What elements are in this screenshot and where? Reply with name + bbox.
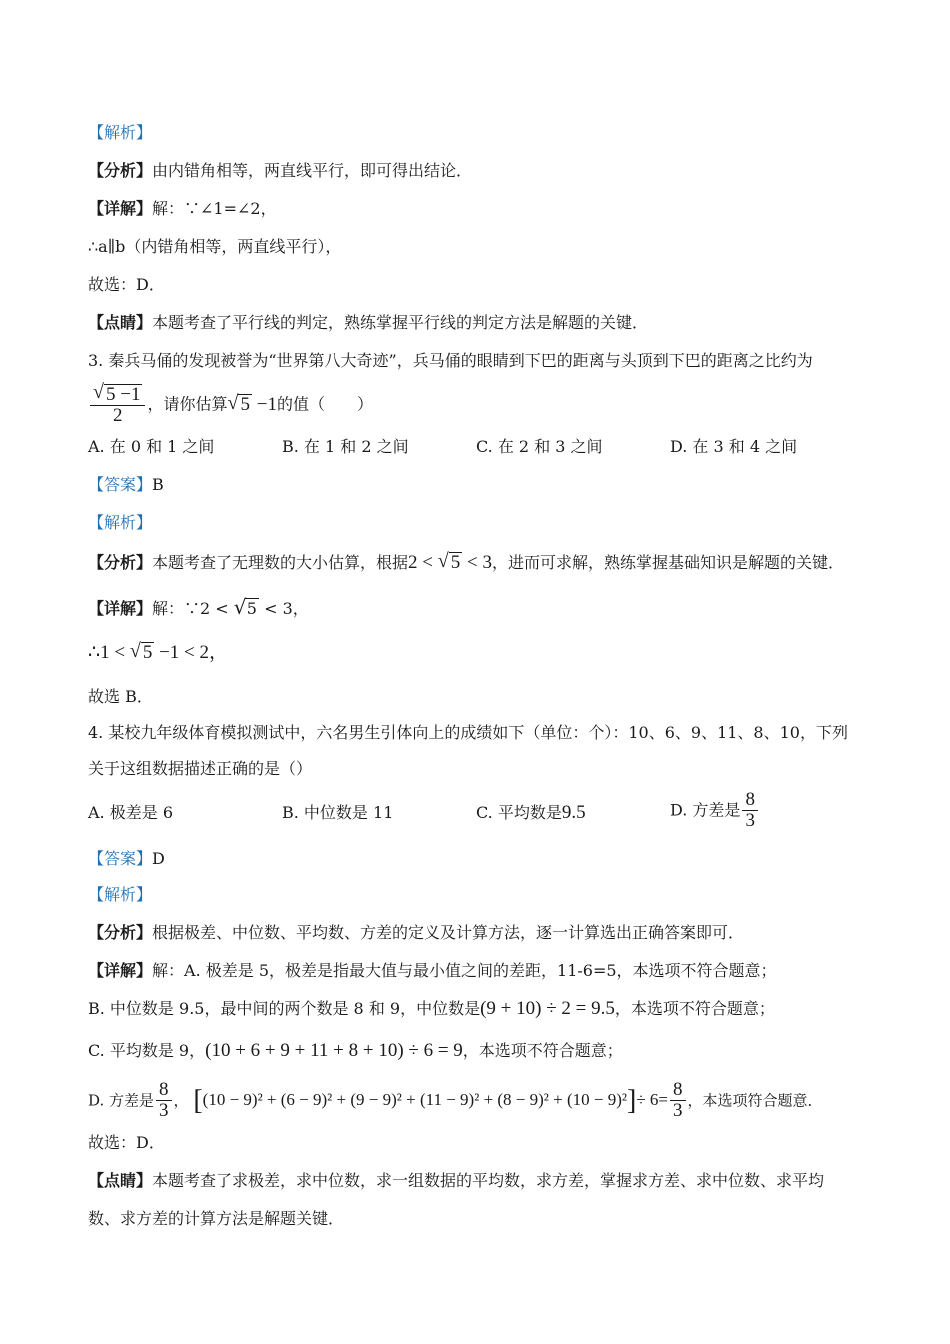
q3-choice-line: 故选 B． — [88, 687, 153, 706]
q4-stem-line1: 4. 某校九年级体育模拟测试中，六名男生引体向上的成绩如下（单位：个）：10、6、9、11、8、10，下列 — [88, 723, 848, 742]
q3-analysis-line: 【分析】本题考查了无理数的大小估算，根据2 < √ 5 < 3，进而可求解，熟练掌握基础知识是解题的关键． — [88, 552, 870, 574]
q3-ratio-numerator: √ 5 −1 — [90, 384, 145, 406]
q2-comment-line: 【点睛】本题考查了平行线的判定，熟练掌握平行线的判定方法是解题的关键． — [88, 313, 649, 332]
q4-solution-line-b: B. 中位数是 9.5，最中间的两个数是 8 和 9，中位数是(9 + 10) ÷ 2 = 9.5，本选项不符合题意； — [88, 998, 775, 1019]
q4-option-d: D. 方差是 $\frac{8}{3}$ — [670, 790, 760, 831]
q4-comment-line2: 数、求方差的计算方法是解题关键． — [88, 1209, 345, 1228]
q3-ratio-fraction — [90, 384, 145, 426]
q3-therefore-line: ∴1 < √ 5 −1 < 2， — [88, 642, 870, 664]
q4-answer-line: 【答案】D — [88, 849, 165, 868]
q4-option-a: A. 极差是 6 — [88, 803, 173, 822]
q2-analysis-heading: 【解析】 — [88, 123, 153, 142]
q4-solution-line-c: C. 平均数是 9，(10 + 6 + 9 + 11 + 8 + 10) ÷ 6 = 9，本选项不符合题意； — [88, 1040, 623, 1061]
q3-analysis-heading: 【解析】 — [88, 513, 153, 532]
q4-stem-line2: 关于这组数据描述正确的是（） — [88, 759, 313, 778]
q4-solution-line-a: 【详解】解：A. 极差是 5，极差是指最大值与最小值之间的差距，11-6=5，本选项不符合题意； — [88, 961, 777, 980]
q3-solution-line: 【详解】解：∵2 < √ 5 < 3， — [88, 598, 870, 620]
q4-solution-line-d: D. 方差是 $\frac{8}{3}$ ， [(10 − 9)² + (6 − 9)² + (9 − 9)² + (11 − 9)² + (8 − 9)² + (10 − 9)²]÷ 6= $\frac{8}{3}$ ，本选项符合题意． — [88, 1079, 823, 1121]
q4-analysis-heading: 【解析】 — [88, 885, 153, 904]
q2-therefore-line: ∴a∥b（内错角相等，两直线平行）， — [88, 237, 342, 256]
q3-option-d: D. 在 3 和 4 之间 — [670, 437, 798, 456]
q4-comment-line1: 【点睛】本题考查了求极差，求中位数，求一组数据的平均数，求方差，掌握求方差、求中位数、求平均 — [88, 1171, 825, 1190]
q2-choice-line: 故选：D． — [88, 275, 165, 294]
q3-stem-line1: 3. 秦兵马俑的发现被誉为“世界第八大奇迹”，兵马俑的眼睛到下巴的距离与头顶到下巴的距离之比约为 — [88, 351, 813, 370]
q3-solution-sqrt: √ 5 — [234, 598, 259, 620]
q4-option-c: C. 平均数是9.5 — [476, 802, 586, 823]
q3-option-b: B. 在 1 和 2 之间 — [282, 437, 409, 456]
q4-analysis-line: 【分析】根据极差、中位数、平均数、方差的定义及计算方法，逐一计算选出正确答案即可． — [88, 923, 745, 942]
q2-analysis-line: 【分析】由内错角相等，两直线平行，即可得出结论． — [88, 161, 473, 180]
q4-answer-value: D — [152, 849, 165, 868]
q4-choice-line: 故选：D． — [88, 1133, 165, 1152]
q3-sqrt-expression: √ 5 −1 — [227, 394, 276, 415]
q3-inequality: 2 < √ 5 < 3 — [408, 552, 492, 573]
q3-answer-value: B — [152, 475, 164, 494]
q4-option-b: B. 中位数是 11 — [282, 803, 394, 822]
q3-ratio-denominator: 2 — [112, 405, 123, 426]
q2-solution-line: 【详解】解：∵∠1=∠2， — [88, 199, 277, 218]
q3-answer-line: 【答案】B — [88, 475, 164, 494]
q3-option-a: A. 在 0 和 1 之间 — [88, 437, 215, 456]
q3-stem-line2: √ $\frac{5 -1}{2}$ ，请你估算√ 5 −1的值（ ） — [88, 384, 870, 426]
q4-option-d-fraction: $\frac{8}{3}$ — [742, 790, 758, 831]
q4-variance-result: $\frac{8}{3}$ — [670, 1080, 686, 1121]
q3-option-c: C. 在 2 和 3 之间 — [476, 437, 603, 456]
q4-variance-fraction: $\frac{8}{3}$ — [156, 1080, 172, 1121]
q4-variance-expression: [(10 − 9)² + (6 − 9)² + (9 − 9)² + (11 − 9)² + (8 − 9)² + (10 − 9)²]÷ 6= — [193, 1085, 669, 1116]
